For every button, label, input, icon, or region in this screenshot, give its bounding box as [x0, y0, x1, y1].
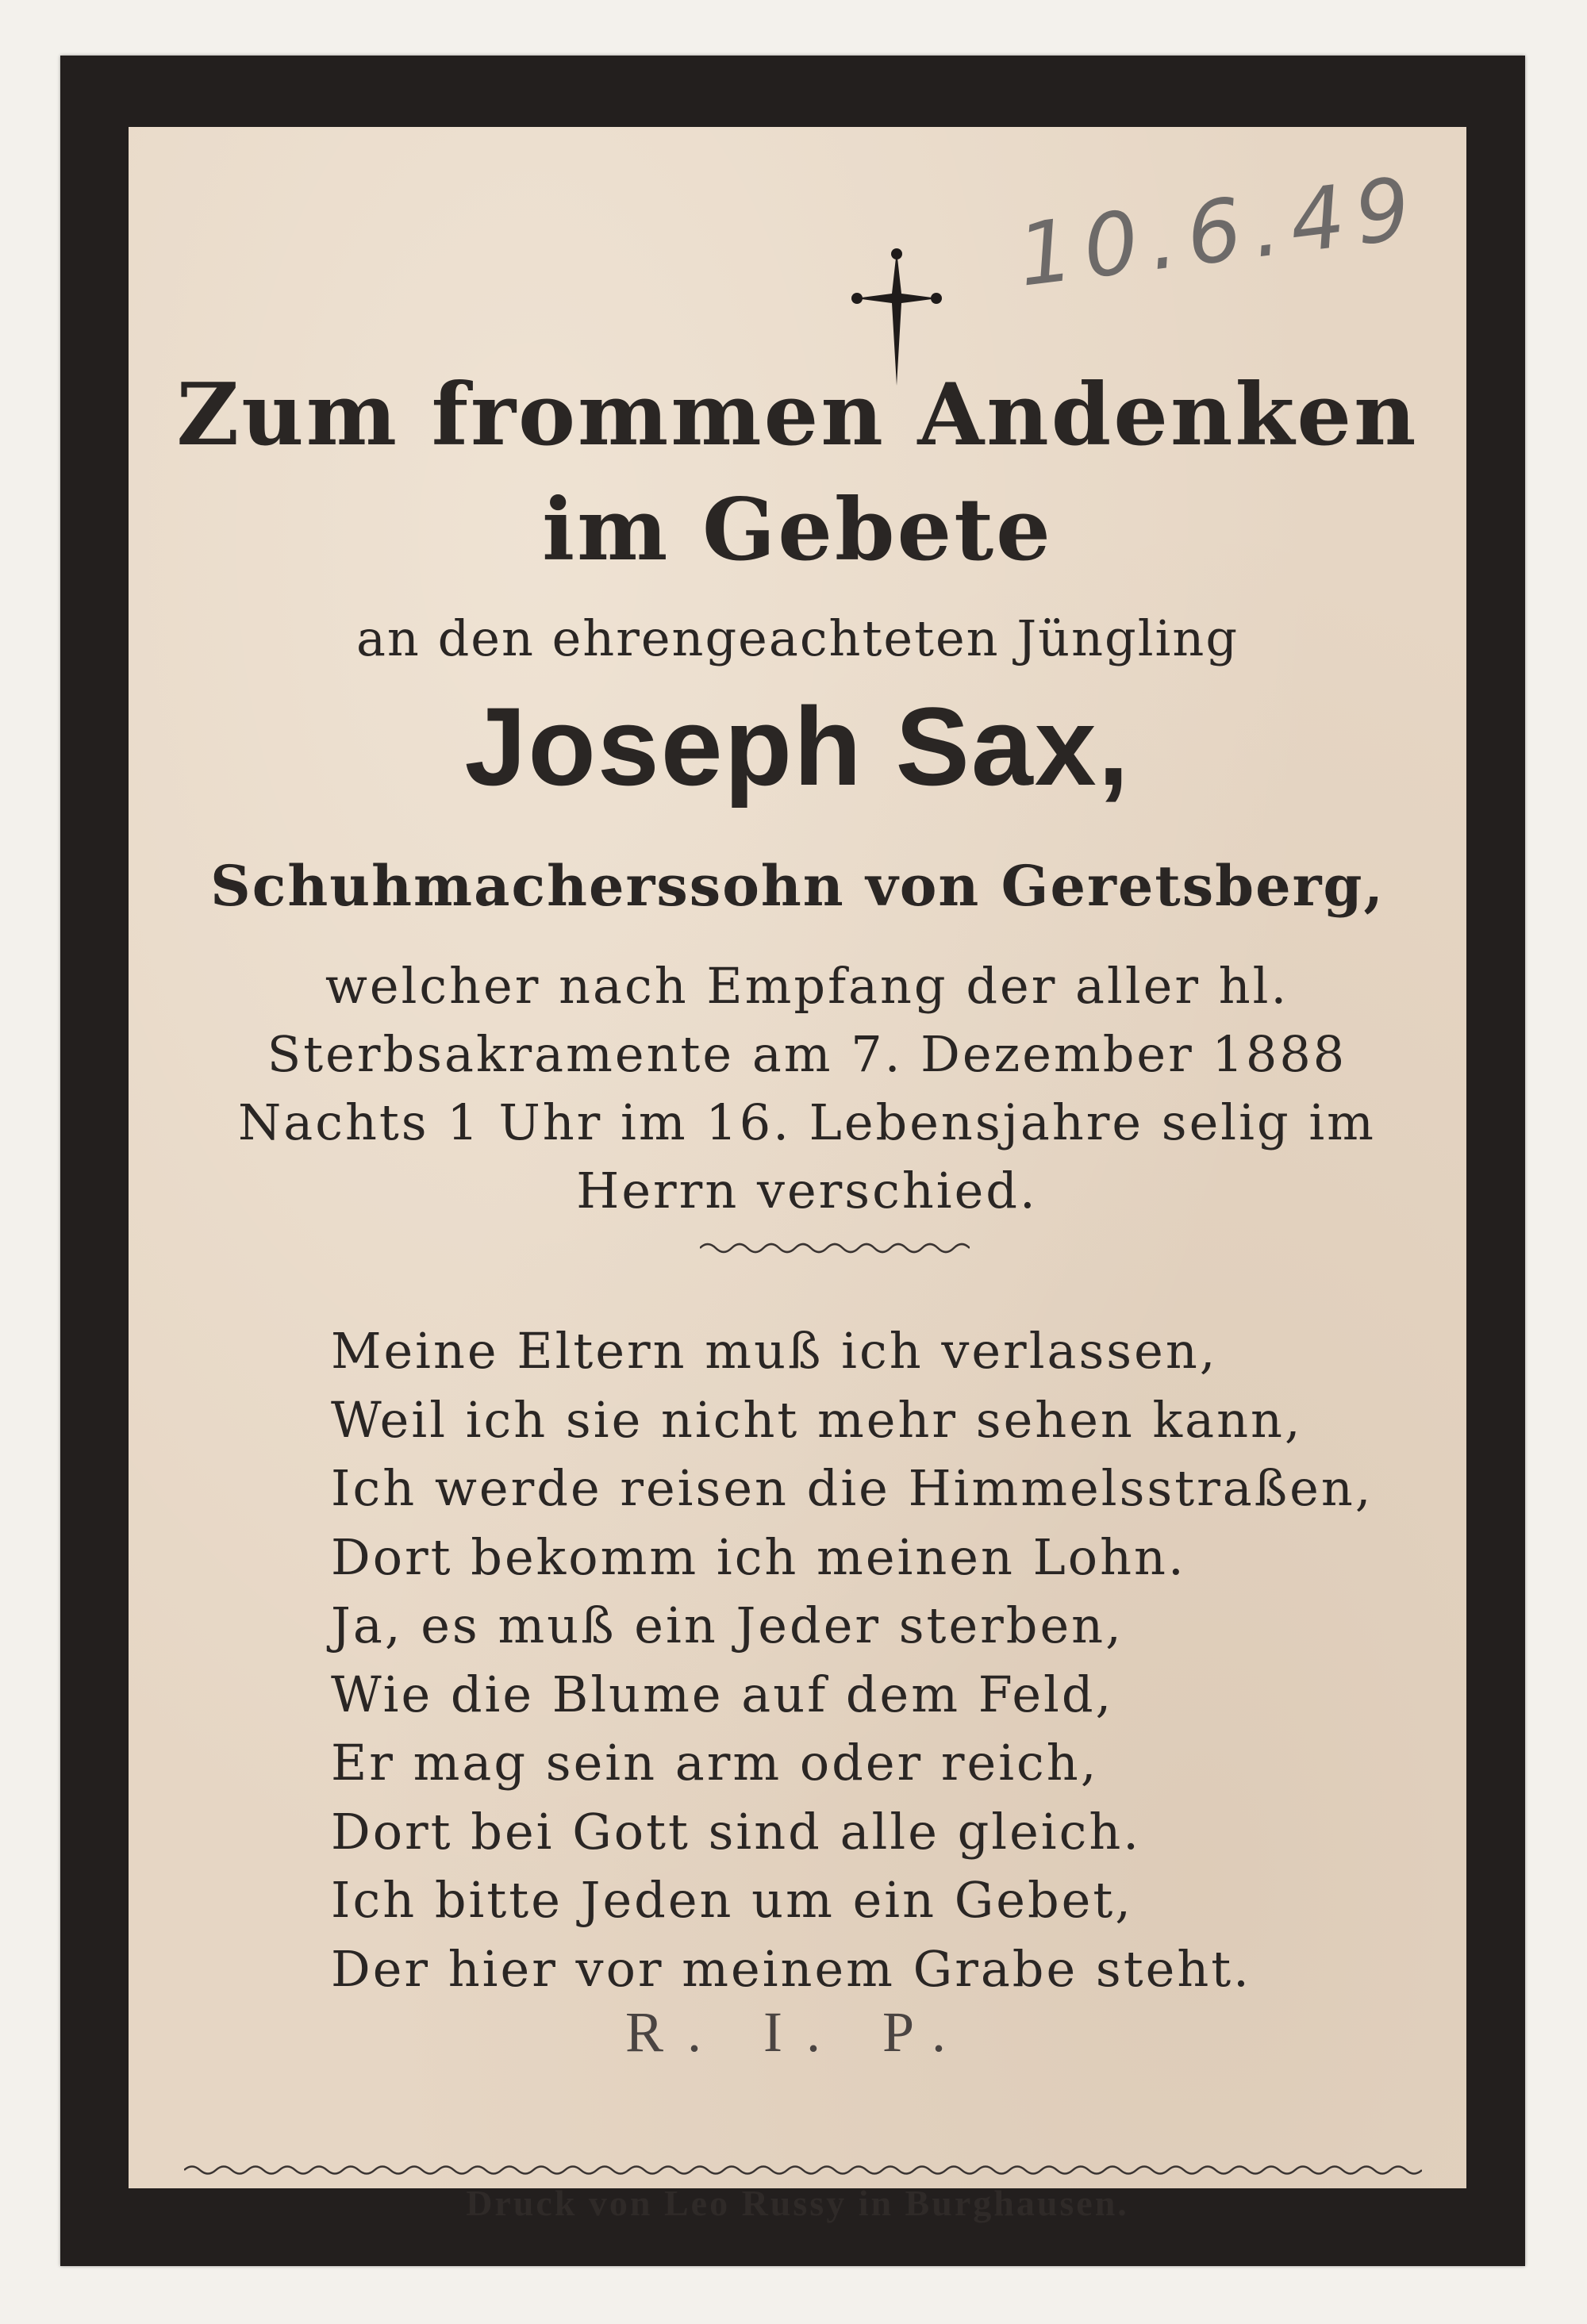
subtitle: Schuhmacherssohn von Geretsberg,	[210, 853, 1385, 919]
rip-closing: R. I. P.	[624, 2000, 970, 2064]
heading-line-2: im Gebete	[542, 480, 1053, 580]
ornament-divider	[700, 1236, 970, 1260]
death-notice-text: welcher nach Empfang der aller hl. Sterbsakramente am 7. Dezember 1888 Nachts 1 Uhr im 16. Lebensjahre selig im Herrn verschied.	[238, 957, 1376, 1220]
handwritten-note: 10.6.49	[1013, 158, 1427, 306]
poem-line: Der hier vor meinem Grabe steht.	[331, 1939, 1251, 1998]
poem-line: Ja, es muß ein Jeder sterben,	[331, 1596, 1124, 1654]
heading-line-1: Zum frommen Andenken	[176, 365, 1419, 465]
memorial-card	[60, 56, 1525, 2266]
poem-line: Ich werde reisen die Himmelsstraßen,	[331, 1459, 1374, 1517]
poem-line: Dort bekomm ich meinen Lohn.	[331, 1527, 1186, 1586]
poem-line: Weil ich sie nicht mehr sehen kann,	[331, 1390, 1303, 1449]
card-paper	[129, 127, 1466, 2223]
poem-line: Dort bei Gott sind alle gleich.	[331, 1802, 1142, 1861]
poem-line: Ich bitte Jeden um ein Gebet,	[331, 1871, 1133, 1929]
printer-credit: Druck von Leo Russy in Burghausen.	[466, 2183, 1129, 2223]
poem-line: Er mag sein arm oder reich,	[331, 1734, 1099, 1792]
poem-line: Wie die Blume auf dem Feld,	[331, 1665, 1114, 1723]
poem	[331, 1317, 1374, 2003]
footer-ornament-line	[184, 2158, 1422, 2182]
heading-line-3: an den ehrengeachteten Jüngling	[355, 609, 1239, 667]
deceased-name: Joseph Sax,	[464, 684, 1131, 809]
poem-line: Meine Eltern muß ich verlassen,	[331, 1322, 1218, 1380]
